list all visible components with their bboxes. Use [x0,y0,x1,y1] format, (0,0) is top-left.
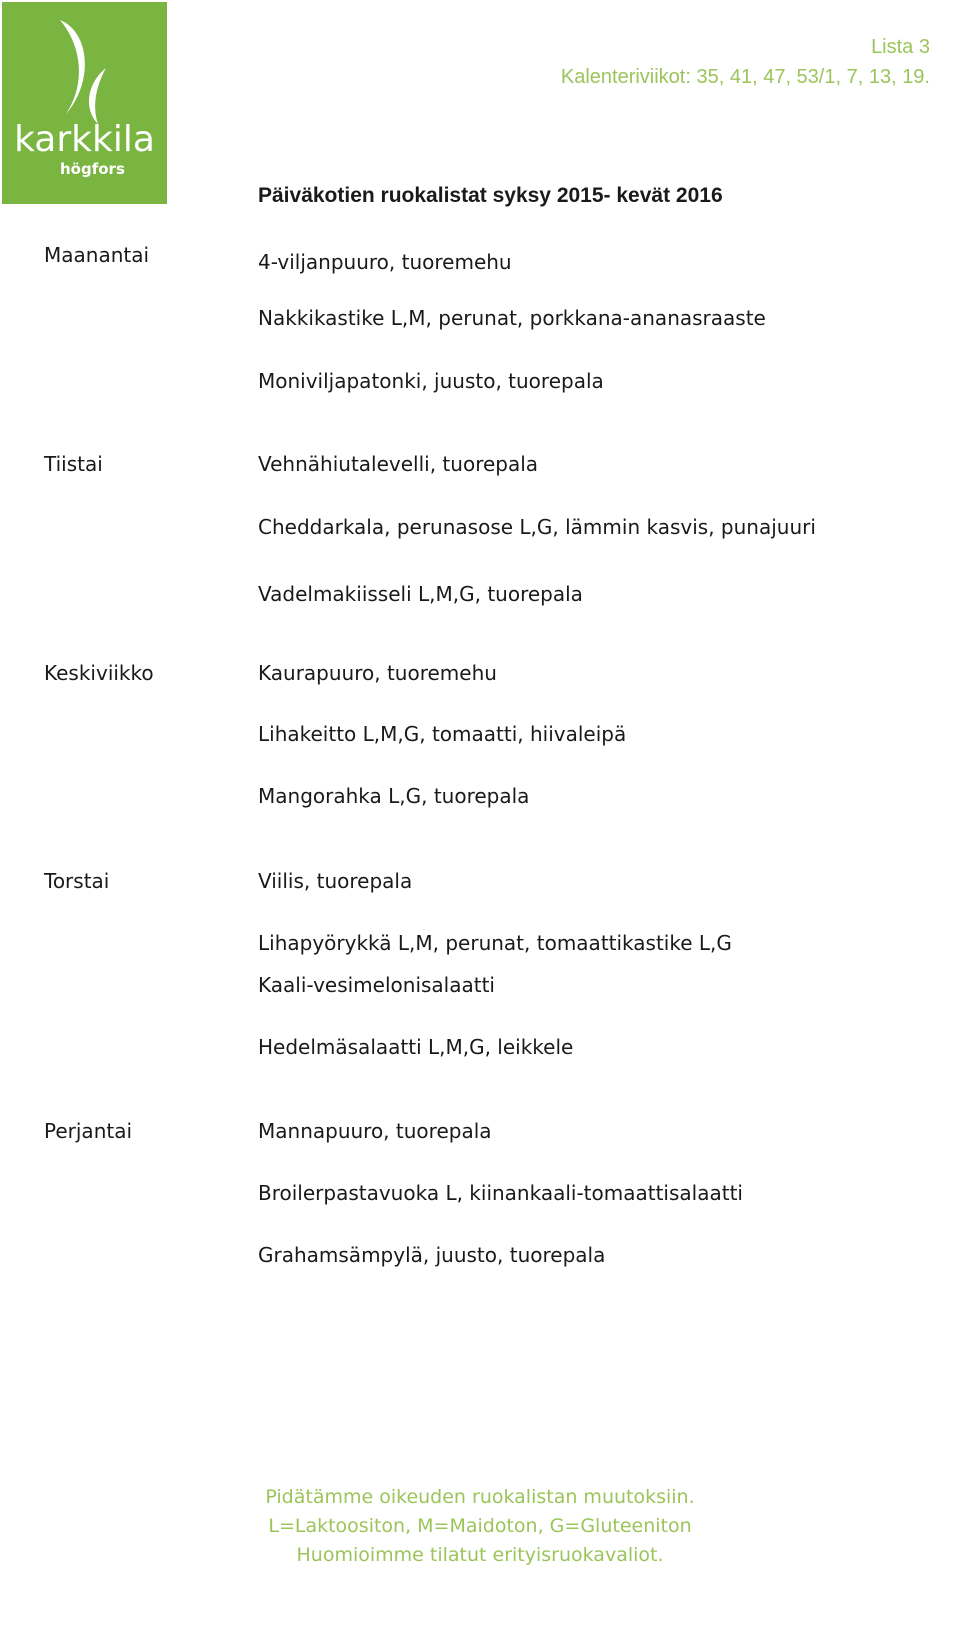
meal-item: 4-viljanpuuro, tuoremehu [258,250,512,274]
meal-item: Kaurapuuro, tuoremehu [258,661,497,685]
meal-item: Hedelmäsalaatti L,M,G, leikkele [258,1035,574,1059]
page-title: Päiväkotien ruokalistat syksy 2015- kevät 2016 [258,184,723,207]
list-number: Lista 3 [871,36,930,58]
day-label-monday: Maanantai [44,243,150,267]
footer-legend: L=Laktoositon, M=Maidoton, G=Gluteeniton [268,1515,692,1537]
meal-item: Nakkikastike L,M, perunat, porkkana-ananasraaste [258,306,766,330]
logo-subtitle: högfors [60,160,125,178]
meal-item: Mannapuuro, tuorepala [258,1119,492,1143]
meal-item: Cheddarkala, perunasose L,G, lämmin kasvis, punajuuri [258,515,816,539]
day-label-thursday: Torstai [44,869,110,893]
meal-item: Viilis, tuorepala [258,869,413,893]
meal-item: Vadelmakiisseli L,M,G, tuorepala [258,582,583,606]
meal-item: Lihapyörykkä L,M, perunat, tomaattikastike L,G [258,931,732,955]
logo-name: karkkila [14,119,155,160]
footer-disclaimer: Pidätämme oikeuden ruokalistan muutoksiin. [265,1486,695,1508]
meal-item: Mangorahka L,G, tuorepala [258,784,530,808]
meal-item: Grahamsämpylä, juusto, tuorepala [258,1243,606,1267]
meal-item: Kaali-vesimelonisalaatti [258,973,495,997]
karkkila-logo [2,2,167,204]
day-label-wednesday: Keskiviikko [44,661,154,685]
calendar-weeks: Kalenteriviikot: 35, 41, 47, 53/1, 7, 13, 19. [560,66,930,88]
day-label-tuesday: Tiistai [44,452,103,476]
meal-item: Lihakeitto L,M,G, tomaatti, hiivaleipä [258,722,627,746]
meal-item: Broilerpastavuoka L, kiinankaali-tomaattisalaatti [258,1181,743,1205]
day-label-friday: Perjantai [44,1119,133,1143]
meal-item: Moniviljapatonki, juusto, tuorepala [258,369,604,393]
meal-item: Vehnähiutalevelli, tuorepala [258,452,539,476]
footer-diets-note: Huomioimme tilatut erityisruokavaliot. [296,1544,664,1566]
